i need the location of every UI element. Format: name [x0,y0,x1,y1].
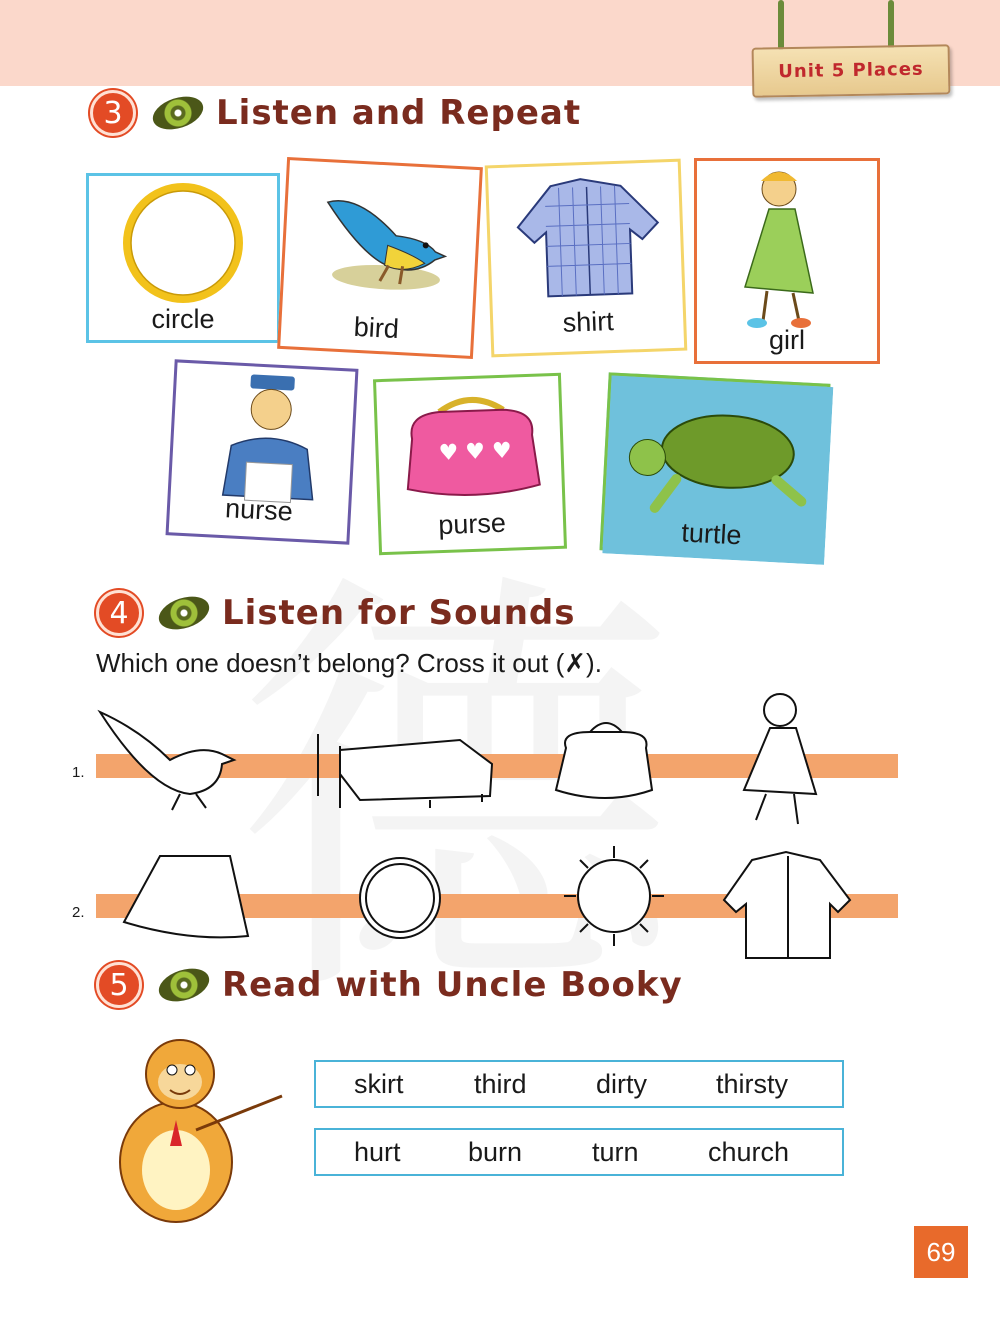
section-number-badge: 3 [90,90,136,136]
row-number-1: 1. [72,764,85,781]
bird-drawing[interactable] [100,712,234,810]
bed-drawing[interactable] [318,734,492,808]
card-label-purse: purse [437,507,507,541]
shirt-drawing[interactable] [724,852,850,958]
page-number: 69 [914,1226,968,1278]
card-label-circle: circle [151,304,215,334]
section-title: Listen and Repeat [216,93,582,133]
card-circle [86,173,280,343]
rope-left [778,0,784,50]
card-girl [694,158,880,364]
card-bird [277,157,483,359]
card-label-turtle: turtle [680,517,743,551]
uncle-booky-picture [96,1030,296,1230]
word: burn [468,1136,523,1167]
line-drawings [0,690,1000,970]
girl-drawing[interactable] [744,694,816,824]
card-purse [373,373,567,555]
section-3-header [90,90,581,136]
card-nurse [166,359,359,544]
section-4-header [96,590,576,636]
card-label-nurse: nurse [224,493,294,527]
section-number-badge: 5 [96,962,142,1008]
cd-icon[interactable] [149,91,208,136]
card-shirt [485,159,688,358]
word: church [708,1136,790,1167]
card-turtle [599,372,830,561]
cd-icon[interactable] [155,591,214,636]
sun-drawing[interactable] [564,846,664,946]
section-title: Listen for Sounds [222,593,576,633]
section-5-header [96,962,683,1008]
card-label-girl: girl [768,325,805,355]
section-title: Read with Uncle Booky [222,965,683,1005]
svg-text:♥ ♥ ♥: ♥ ♥ ♥ [438,438,513,467]
word: third [474,1068,527,1099]
purse-drawing[interactable] [556,723,652,798]
word: thirsty [716,1068,789,1099]
instruction-text: Which one doesn’t belong? Cross it out (✗). [96,648,602,678]
skirt-drawing[interactable] [124,856,248,937]
rope-right [888,0,894,50]
word-box-2 [314,1128,844,1176]
word: skirt [354,1068,404,1099]
row-number-2: 2. [72,904,85,921]
word: dirty [596,1068,648,1099]
cd-icon[interactable] [155,963,214,1008]
circle-drawing[interactable] [360,858,440,938]
card-label-bird: bird [353,311,400,345]
word: turn [592,1136,639,1167]
unit-sign [752,44,951,97]
section-number-badge: 4 [96,590,142,636]
card-label-shirt: shirt [562,306,615,338]
word-box-1 [314,1060,844,1108]
unit-label: Unit 5 Places [778,58,924,83]
word: hurt [354,1136,401,1167]
